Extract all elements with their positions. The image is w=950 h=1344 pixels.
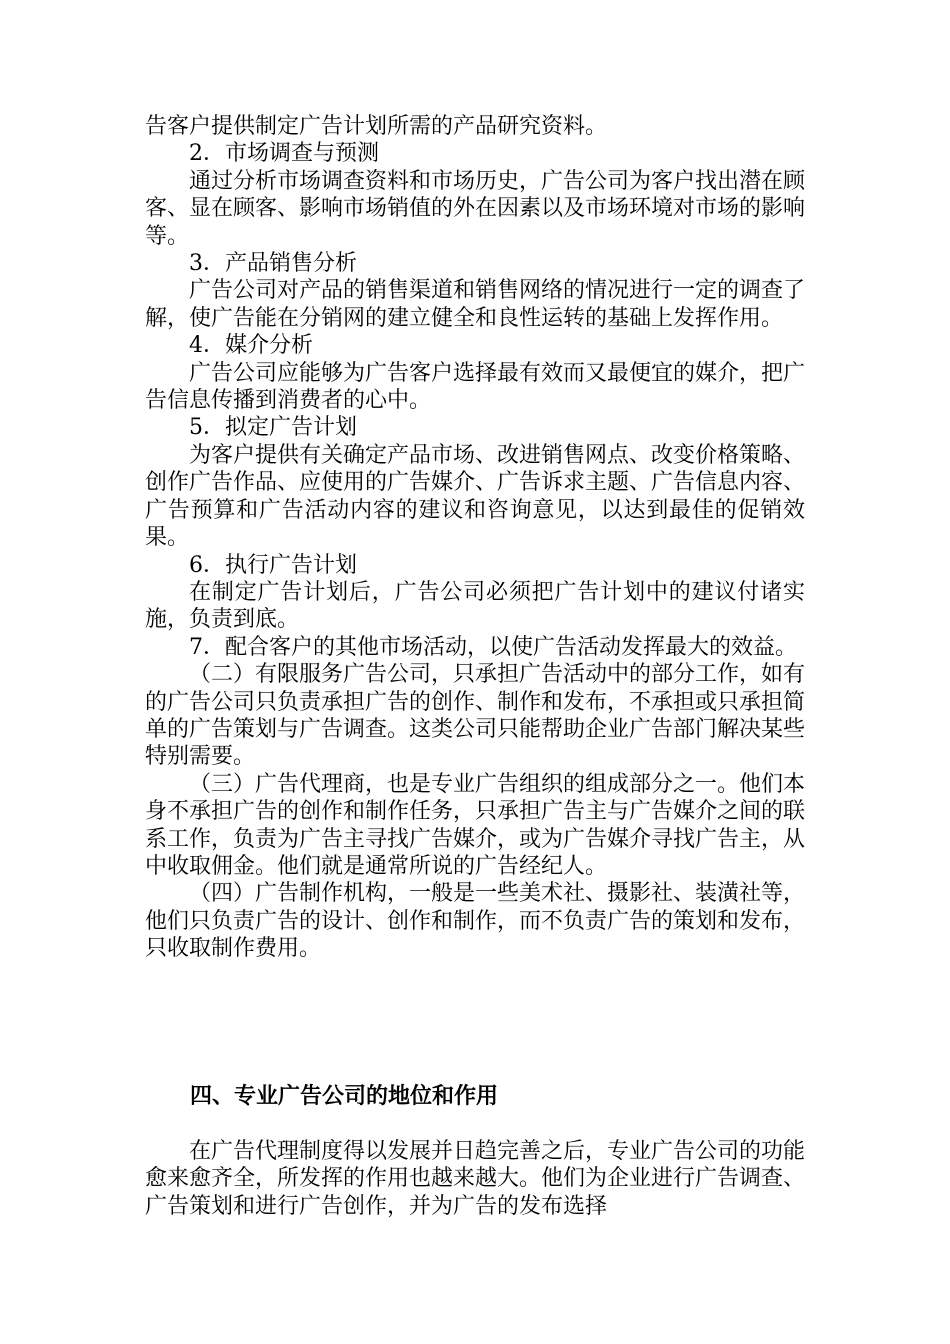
paragraph-continuation: 告客户提供制定广告计划所需的产品研究资料。	[145, 114, 608, 139]
item-5-text: 为客户提供有关确定产品市场、改进销售网点、改变价格策略、创作广告作品、应使用的广告媒介、广告诉求主题、广告信息内容、广告预算和广告活动内容的建议和咨询意见，以达到最佳的促销效果。	[145, 442, 806, 551]
item-2-text: 通过分析市场调查资料和市场历史，广告公司为客户找出潜在顾客、显在顾客、影响市场销值的外在因素以及市场环境对市场的影响等。	[145, 168, 806, 249]
item-7-text: 7．配合客户的其他市场活动，以使广告活动发挥最大的效益。	[189, 634, 797, 660]
closing-text	[145, 1138, 805, 1220]
section-3-paragraph: （三）广告代理商，也是专业广告组织的组成部分之一。他们本身不承担广告的创作和制作任务，只承担广告主与广告媒介之间的联系工作，负责为广告主寻找广告媒介，或为广告媒介寻找广告主，从中收取佣金。他们就是通常所说的广告经纪人。	[145, 771, 806, 879]
section-4-paragraph: （四）广告制作机构，一般是一些美术社、摄影社、装潢社等，他们只负责广告的设计、创作和制作，而不负责广告的策划和发布，只收取制作费用。	[145, 881, 806, 962]
item-5-title: 5．拟定广告计划	[189, 415, 357, 441]
item-6-text: 在制定广告计划后，广告公司必须把广告计划中的建议付诸实施，负责到底。	[145, 579, 805, 633]
closing-paragraph: 在广告代理制度得以发展并日趋完善之后，专业广告公司的功能愈来愈齐全，所发挥的作用也越来越大。他们为企业进行广告调查、广告策划和进行广告创作，并为广告的发布选择	[145, 1139, 806, 1219]
section-2-paragraph: （二）有限服务广告公司，只承担广告活动中的部分工作，如有的广告公司只负责承担广告的创作、制作和发布，不承担或只承担简单的广告策划与广告调查。这类公司只能帮助企业广告部门解决某些特别需要。	[145, 662, 806, 770]
item-2-title: 2．市场调查与预测	[189, 141, 379, 167]
item-4-text: 广告公司应能够为广告客户选择最有效而又最便宜的媒介，把广告信息传播到消费者的心中。	[145, 360, 806, 414]
item-3-text: 广告公司对产品的销售渠道和销售网络的情况进行一定的调查了解，使广告能在分销网的建立健全和良性运转的基础上发挥作用。	[145, 278, 806, 331]
item-4-title: 4．媒介分析	[189, 333, 313, 359]
body-text	[145, 113, 805, 963]
section-heading: 四、专业广告公司的地位和作用	[190, 1084, 499, 1109]
item-6-title: 6．执行广告计划	[189, 552, 357, 578]
item-3-title: 3．产品销售分析	[189, 251, 357, 277]
